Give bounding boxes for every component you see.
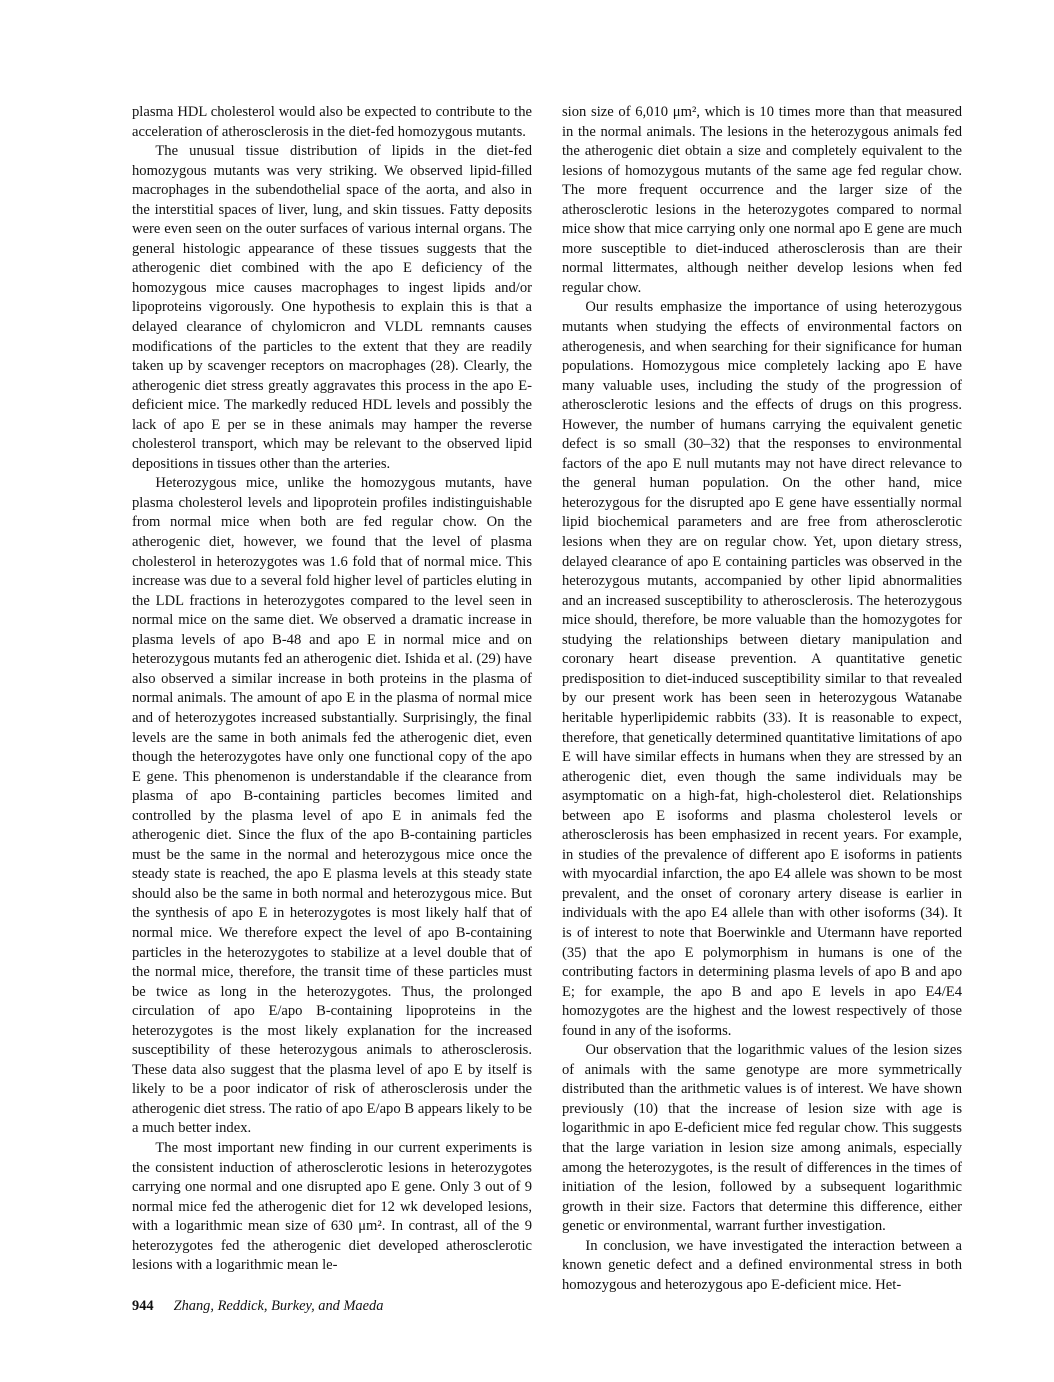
paragraph: In conclusion, we have investigated the interaction between a known genetic defect and a defined environmental stress in both homozygous and heterozygous apo E-deficient mice. Het-: [562, 1237, 962, 1293]
footer-authors: Zhang, Reddick, Burkey, and Maeda: [173, 1298, 384, 1314]
paragraph: The unusual tissue distribution of lipids in the diet-fed homozygous mutants was very striking. We observed lipid-filled macrophages in the subendothelial space of the aorta, and also in the interstitial spaces of liver, lung, and skin tissues. Fatty deposits were even seen on the outer surfaces of various internal organs. The general histologic appearance of these tissues suggests that the atherogenic diet combined with the apo E deficiency of the homozygous mice causes macrophages to ingest lipids and/or lipoproteins vigorously. One hypothesis to explain this is that a delayed clearance of chylomicron and VLDL remnants causes modifications of the particles to the extent that they are readily taken up by scavenger receptors on macrophages (28). Clearly, the atherogenic diet stress greatly aggravates this process in the apo E-deficient mice. The markedly reduced HDL levels and possibly the lack of apo E per se in these animals may hamper the reverse cholesterol transport, which may be relevant to the observed lipid depositions in tissues other than the arteries.: [132, 143, 532, 472]
paragraph: The most important new finding in our current experiments is the consistent induction of atherosclerotic lesions in heterozygotes carrying one normal and one disrupted apo E gene. Only 3 out of 9 normal mice fed the atherogenic diet for 12 wk developed lesions, with a logarithmic mean size of 630 μm². In contrast, all of the 9 heterozygotes fed the atherogenic diet developed atherosclerotic lesions with a logarithmic mean le-: [132, 1139, 532, 1274]
paragraph: Heterozygous mice, unlike the homozygous mutants, have plasma cholesterol levels and lipoprotein profiles indistinguishable from normal mice when both are fed regular chow. On the atherogenic diet, however, we found that the level of plasma cholesterol in heterozygotes was 1.6 fold that of normal mice. This increase was due to a several fold higher level of particles eluting in the LDL fractions in heterozygotes compared to the level seen in normal mice on the same diet. We observed a dramatic increase in plasma levels of apo B-48 and apo E in normal mice and on heterozygous mutants fed an atherogenic diet. Ishida et al. (29) have also observed a similar increase in both proteins in the plasma of normal animals. The amount of apo E in the plasma of normal mice and of heterozygotes increased substantially. Surprisingly, the final levels are the same in both animals fed the atherogenic diet, even though the heterozygotes have only one functional copy of the apo E gene. This phenomenon is understandable if the clearance from plasma of apo B-containing particles becomes limited and controlled by the plasma level of apo E in animals fed the atherogenic diet. Since the flux of the apo B-containing particles must be the same in the normal and heterozygous mice once the steady state is reached, the apo E plasma levels at this steady state should also be the same in both normal and heterozygous mice. But the synthesis of apo E in heterozygotes is most likely half that of normal mice. We therefore expect the level of apo B-containing particles in the heterozygotes to stabilize at a level double that of the normal mice, therefore, the transit time of these particles must be twice as long in the heterozygotes. Thus, the prolonged circulation of apo E/apo B-containing lipoproteins in the heterozygotes is the most likely explanation for the increased susceptibility of these heterozygous animals to atherosclerosis. These data also suggest that the plasma level of apo E by itself is likely to be a poor indicator of risk of atherosclerosis under the atherogenic diet stress. The ratio of apo E/apo B appears likely to be a much better index.: [132, 475, 532, 1137]
page-number: 944: [132, 1298, 154, 1314]
page-footer: [132, 1298, 383, 1315]
paragraph: Our results emphasize the importance of using heterozygous mutants when studying the effects of environmental factors on atherogenesis, and when searching for their significance for human populations. Homozygous mice completely lacking apo E have many valuable uses, including the study of the progression of atherosclerotic lesions and the effects of drugs on this progress. However, the number of humans carrying the equivalent genetic defect is so small (30–32) that the responses to environmental factors of the apo E null mutants may not have direct relevance to the general human population. On the other hand, mice heterozygous for the disrupted apo E gene have essentially normal lipid biochemical parameters and are free from atherosclerotic lesions when they are on regular chow. Yet, upon dietary stress, delayed clearance of apo E containing particles was observed in the heterozygous mutants, accompanied by other lipid abnormalities and an increased susceptibility to atherosclerosis. The heterozygous mice should, therefore, be more valuable than the homozygotes for studying the relationships between dietary manipulation and coronary heart disease prevention. A quantitative genetic predisposition to diet-induced susceptibility similar to that revealed by our present work has been seen in heterozygous Watanabe heritable hyperlipidemic rabbits (33). It is reasonable to expect, therefore, that genetically determined quantitative limitations of apo E will have similar effects in humans when they are stressed by an atherogenic diet, even though the same individuals may be asymptomatic on a high-fat, high-cholesterol diet. Relationships between apo E isoforms and plasma cholesterol levels or atherosclerosis has been emphasized in recent years. For example, in studies of the prevalence of different apo E isoforms in patients with myocardial infarction, the apo E4 allele was shown to be most prevalent, and the onset of coronary artery disease is earlier in individuals with the apo E4 allele than with other isoforms (34). It is of interest to note that Boerwinkle and Utermann have reported (35) that the apo E polymorphism in humans is one of the contributing factors in determining plasma levels of apo B and apo E; for example, the apo B and apo E levels in apo E4/E4 homozygotes are the highest and the lowest respectively of those found in any of the isoforms.: [562, 299, 962, 1039]
left-column: [132, 103, 532, 1295]
text-columns: [132, 103, 962, 1295]
right-column: [562, 103, 962, 1295]
paragraph: sion size of 6,010 μm², which is 10 times more than that measured in the normal animals. The lesions in the heterozygous animals fed the atherogenic diet obtain a size and completely equivalent to the lesions of homozygous mutants of the same age fed regular chow. The more frequent occurrence and the larger size of the atherosclerotic lesions in the heterozygotes compared to normal mice show that mice carrying only one normal apo E gene are much more susceptible to diet-induced atherosclerosis than are their normal littermates, although neither develop lesions when fed regular chow.: [562, 104, 962, 296]
paragraph: Our observation that the logarithmic values of the lesion sizes of animals with the same genotype are more symmetrically distributed than the arithmetic values is of interest. We have shown previously (10) that the increase of lesion size with age is logarithmic in apo E-deficient mice fed regular chow. This suggests that the large variation in lesion size among animals, especially among the heterozygotes, is the result of differences in the times of initiation of the lesion, followed by a subsequent logarithmic growth in their size. Factors that determine this difference, either genetic or environmental, warrant further investigation.: [562, 1042, 962, 1235]
paragraph: plasma HDL cholesterol would also be expected to contribute to the acceleration of atherosclerosis in the diet-fed homozygous mutants.: [132, 104, 532, 140]
